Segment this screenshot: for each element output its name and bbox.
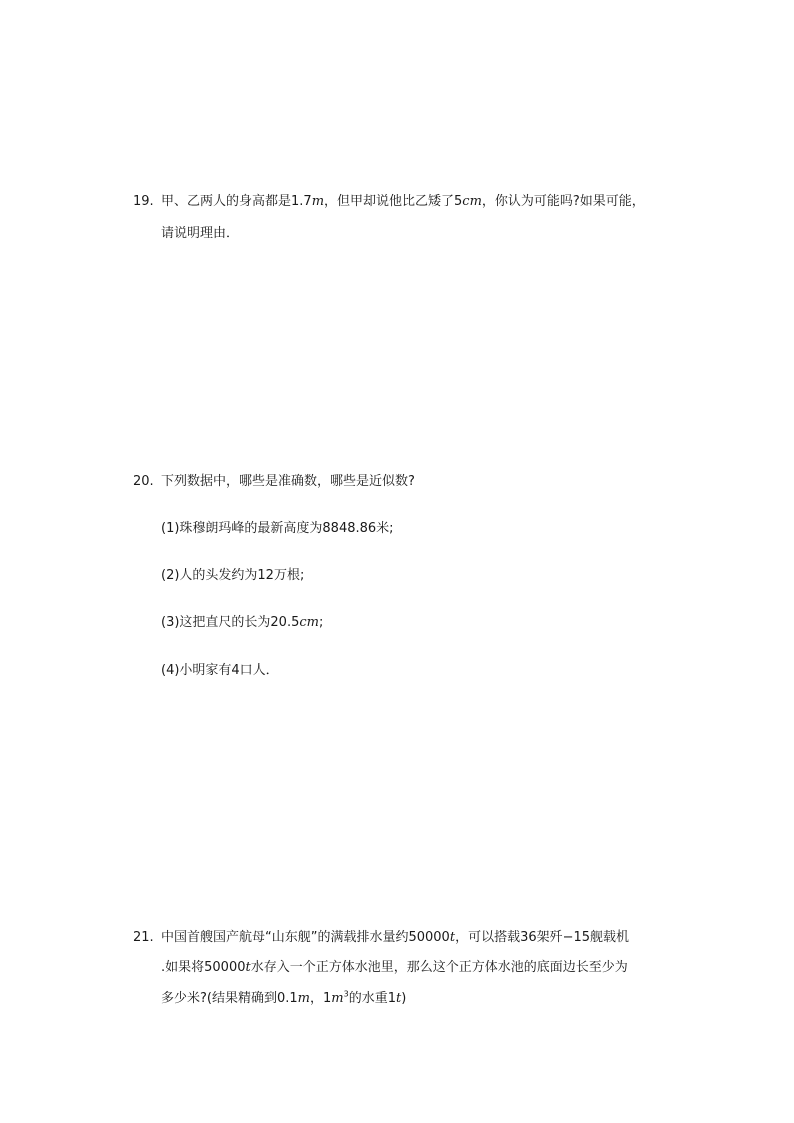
text-run: (3)这把直尺的长为20.5 <box>161 615 300 630</box>
question-21-line-2 <box>161 959 628 977</box>
text-run: (4)小明家有4口人． <box>161 663 279 678</box>
text-run: 水存入一个正方体水池里，那么这个正方体水池的底面边长至少为 <box>250 960 628 975</box>
text-run: ) <box>401 991 407 1006</box>
unit-m: m <box>297 991 310 1006</box>
question-20-item-2 <box>161 567 304 585</box>
unit-t: t <box>449 930 456 945</box>
text-run: ，但甲却说他比乙矮了5 <box>324 194 463 209</box>
unit-t: t <box>395 991 402 1006</box>
text-run: (1)珠穆朗玛峰的最新高度为8848.86米; <box>161 521 394 536</box>
text-run: ，1 <box>309 991 332 1006</box>
text-run: ，你认为可能吗?如果可能， <box>481 194 645 209</box>
text-run: .如果将50000 <box>161 960 246 975</box>
text-run: 多少米?(结果精确到0.1 <box>161 991 298 1006</box>
superscript-3: 3 <box>343 989 349 999</box>
unit-cm: cm <box>462 194 482 209</box>
question-20-item-1 <box>161 520 394 538</box>
question-20-item-3 <box>161 614 323 632</box>
text-run: 甲、乙两人的身高都是1.7 <box>161 194 312 209</box>
text-run: ; <box>318 615 324 630</box>
question-21-line-3 <box>161 990 406 1008</box>
unit-cm: cm <box>299 615 319 630</box>
question-21-line-1 <box>161 929 629 947</box>
question-20-prompt: 下列数据中，哪些是准确数，哪些是近似数? <box>161 474 415 489</box>
question-19-line-1 <box>161 193 645 211</box>
question-19-number: 19. <box>133 194 154 209</box>
question-21-number: 21. <box>133 930 154 945</box>
text-run: ，可以搭载36架歼−15舰载机 <box>455 930 630 945</box>
text-run: (2)人的头发约为12万根; <box>161 568 305 583</box>
unit-t: t <box>245 960 251 975</box>
question-19-line-2 <box>161 225 239 243</box>
text-run: 中国首艘国产航母“山东舰”的满载排水量约50000 <box>161 930 450 945</box>
question-20-item-4 <box>161 662 279 680</box>
question-20-number: 20. <box>133 474 154 489</box>
unit-m: m <box>311 194 325 209</box>
unit-m: m <box>331 991 344 1006</box>
text-run: 请说明理由． <box>161 226 240 241</box>
text-run: 的水重1 <box>348 991 396 1006</box>
